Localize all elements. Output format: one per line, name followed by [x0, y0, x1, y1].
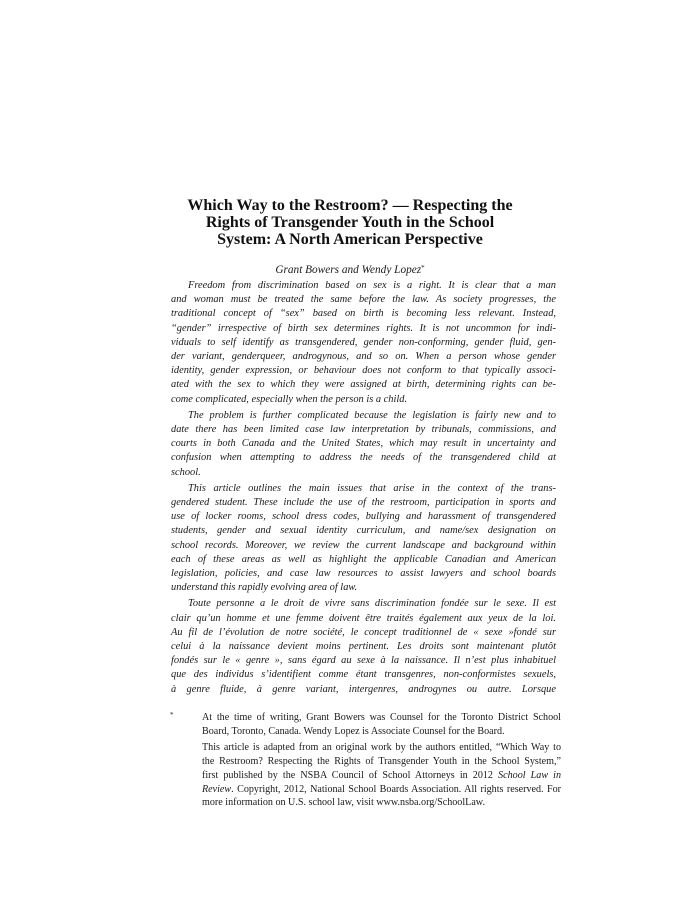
- footnote-body: [202, 711, 561, 810]
- footnote-text: first published by the NSBA Council of School Attorneys in 2012: [202, 769, 493, 781]
- text-line: students, gender and sexual identity curriculum, and name/sex designation on: [171, 525, 556, 537]
- text-line: fondés sur le « genre », sans égard au sexe à la naissance. Il n’est plus inhabituel: [171, 655, 556, 667]
- abstract-paragraph: [171, 482, 556, 596]
- title-line: Which Way to the Restroom? — Respecting the: [187, 197, 513, 214]
- text-line: The problem is further complicated because the legislation is fairly new and to: [188, 409, 556, 421]
- footnote-line: [202, 769, 561, 783]
- article-title: [160, 197, 540, 248]
- journal-name: Review: [202, 783, 232, 795]
- text-line: à genre fluide, à genre variant, intergenres, androgynes ou autre. Lorsque: [171, 683, 556, 695]
- text-line: traditional concept of “sex” based on birth is becoming less relevant. Instead,: [171, 308, 556, 320]
- text-line: legislation, policies, and case law resources to assist lawyers and school boards: [171, 568, 556, 580]
- text-line: celui à la naissance devient moins pertinent. Les droits sont maintenant plutôt: [171, 641, 556, 653]
- footnote: [171, 711, 561, 810]
- text-line: Freedom from discrimination based on sex is a right. It is clear that a man: [188, 280, 556, 291]
- footnote-paragraph: [202, 711, 561, 738]
- text-line: ated with the sex to which they were assigned at birth, determining rights can be-: [171, 379, 556, 391]
- text-line: school.: [171, 466, 201, 478]
- text-line: This article outlines the main issues that arise in the context of the trans-: [188, 482, 556, 494]
- text-line: clair qu’un homme et une femme doivent être traités également aux yeux de la loi.: [171, 612, 556, 624]
- text-line: each of these areas as well as highlight the applicable Canadian and American: [171, 553, 556, 565]
- text-line: que des individus s’identifient comme étant transgenres, non-conformistes sexuels,: [171, 669, 556, 681]
- author-names: Grant Bowers and Wendy Lopez: [275, 264, 422, 276]
- text-line: date there has been limited case law interpretation by tribunals, commissions, and: [171, 424, 556, 436]
- text-line: and woman must be treated the same before the law. As society progresses, the: [171, 294, 556, 306]
- footnote-line: At the time of writing, Grant Bowers was Counsel for the Toronto District School: [202, 712, 561, 723]
- title-line: Rights of Transgender Youth in the School: [205, 214, 495, 231]
- text-line: gendered student. These include the use of the restroom, participation in sports and: [171, 497, 556, 509]
- text-line: understand this rapidly evolving area of law.: [171, 582, 358, 594]
- abstract-paragraph: [171, 409, 556, 480]
- text-line: Au fil de l’évolution de notre société, le concept traditionnel de « sexe »fondé sur: [171, 626, 556, 638]
- title-line: System: A North American Perspective: [217, 231, 483, 248]
- text-line: courts in both Canada and the United States, which may result in uncertainty and: [171, 438, 556, 450]
- footnote-marker: *: [170, 711, 174, 719]
- footnote-text: . Copyright, 2012, National School Boards Association. All rights reserved. For: [231, 783, 561, 795]
- text-line: confusion when attempting to address the needs of the transgendered child at: [171, 452, 556, 464]
- footnote-line: more information on U.S. school law, visit www.nsba.org/SchoolLaw.: [202, 797, 485, 809]
- abstract: [171, 279, 556, 697]
- text-line: der variant, genderqueer, androgynous, and so on. When a person whose gender: [171, 351, 556, 363]
- text-line: identity, gender expression, or behaviour does not conform to that typically associ-: [171, 365, 556, 377]
- footnote-line: the Restroom? Respecting the Rights of Transgender Youth in the School System,”: [202, 756, 561, 768]
- footnote-line: [202, 783, 561, 797]
- author-note-marker: *: [421, 264, 425, 272]
- footnote-line: This article is adapted from an original work by the authors entitled, “Which Way to: [202, 742, 561, 754]
- text-line: viduals to self identify as transgendered, gender non-conforming, gender fluid, gen-: [171, 336, 556, 348]
- text-line: come complicated, especially when the person is a child.: [171, 393, 408, 405]
- text-line: use of locker rooms, school dress codes, bullying and harassment of transgendered: [171, 511, 556, 523]
- text-line: Toute personne a le droit de vivre sans discrimination fondée sur le sexe. Il est: [188, 598, 556, 610]
- footnote-line: Board, Toronto, Canada. Wendy Lopez is Associate Counsel for the Board.: [202, 725, 505, 737]
- abstract-paragraph-french: [171, 597, 556, 696]
- journal-name: School Law in: [498, 769, 562, 781]
- abstract-paragraph: [171, 279, 556, 407]
- footnote-paragraph: [202, 741, 561, 810]
- text-line: “gender” irrespective of birth sex determines rights. It is not uncommon for indi-: [171, 322, 556, 334]
- text-line: school records. Moreover, we review the current landscape and background within: [171, 539, 556, 551]
- article-authors: [160, 264, 540, 277]
